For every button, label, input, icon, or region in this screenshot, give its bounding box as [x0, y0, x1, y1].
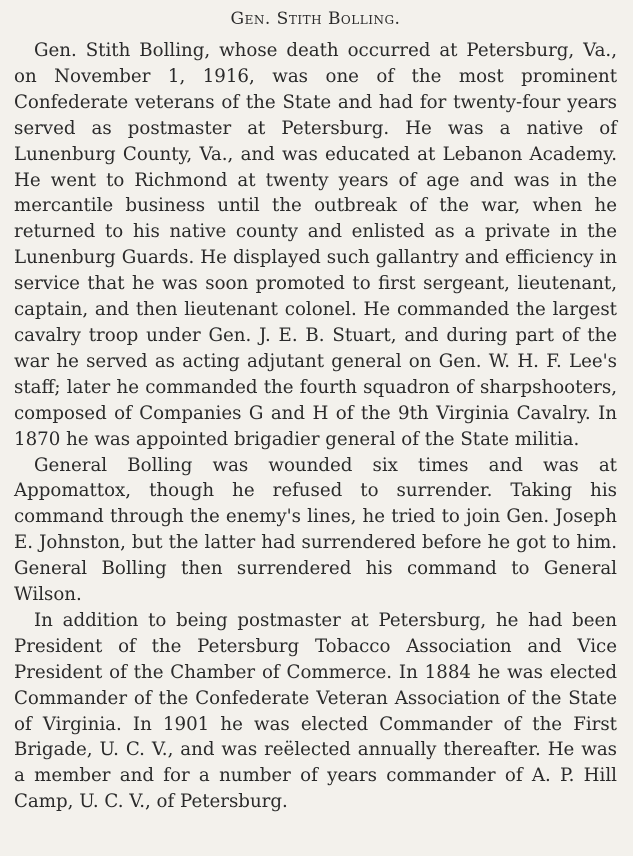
paragraph-2: General Bolling was wounded six times and was at Appomattox, though he refused to surrender. Taking his command through the enemy's lines, he tried to join Gen. Joseph E. Johnston, but the latter had surrendered before he got to him. General Bolling then surrendered his command to General Wilson. [14, 454, 617, 606]
paragraph-1: Gen. Stith Bolling, whose death occurred at Petersburg, Va., on November 1, 1916, was one of the most prominent Confederate veterans of the State and had for twenty-four years served as postmaster at Petersburg. He was a native of Lunenburg County, Va., and was educated at Lebanon Academy. He went to Richmond at twenty years of age and was in the mercantile business until the outbreak of the war, when he returned to his native county and enlisted as a private in the Lunenburg Guards. He displayed such gallantry and efficiency in service that he was soon promoted to first sergeant, lieutenant, captain, and then lieutenant colonel. He commanded the largest cavalry troop under Gen. J. E. B. Stuart, and during part of the war he served as acting adjutant general on Gen. W. H. F. Lee's staff; later he commanded the fourth squadron of sharpshooters, composed of Companies G and H of the 9th Virginia Cavalry. In 1870 he was appointed brigadier general of the State militia. [14, 40, 617, 450]
article-title: Gen. Stith Bolling. [230, 9, 401, 29]
paragraph-3: In addition to being postmaster at Petersburg, he had been President of the Petersburg Tobacco Association and Vice President of the Chamber of Commerce. In 1884 he was elected Commander of the Confederate Veteran Association of the State of Virginia. In 1901 he was elected Commander of the First Brigade, U. C. V., and was reëlected annually thereafter. He was a member and for a number of years commander of A. P. Hill Camp, U. C. V., of Petersburg. [14, 609, 617, 813]
